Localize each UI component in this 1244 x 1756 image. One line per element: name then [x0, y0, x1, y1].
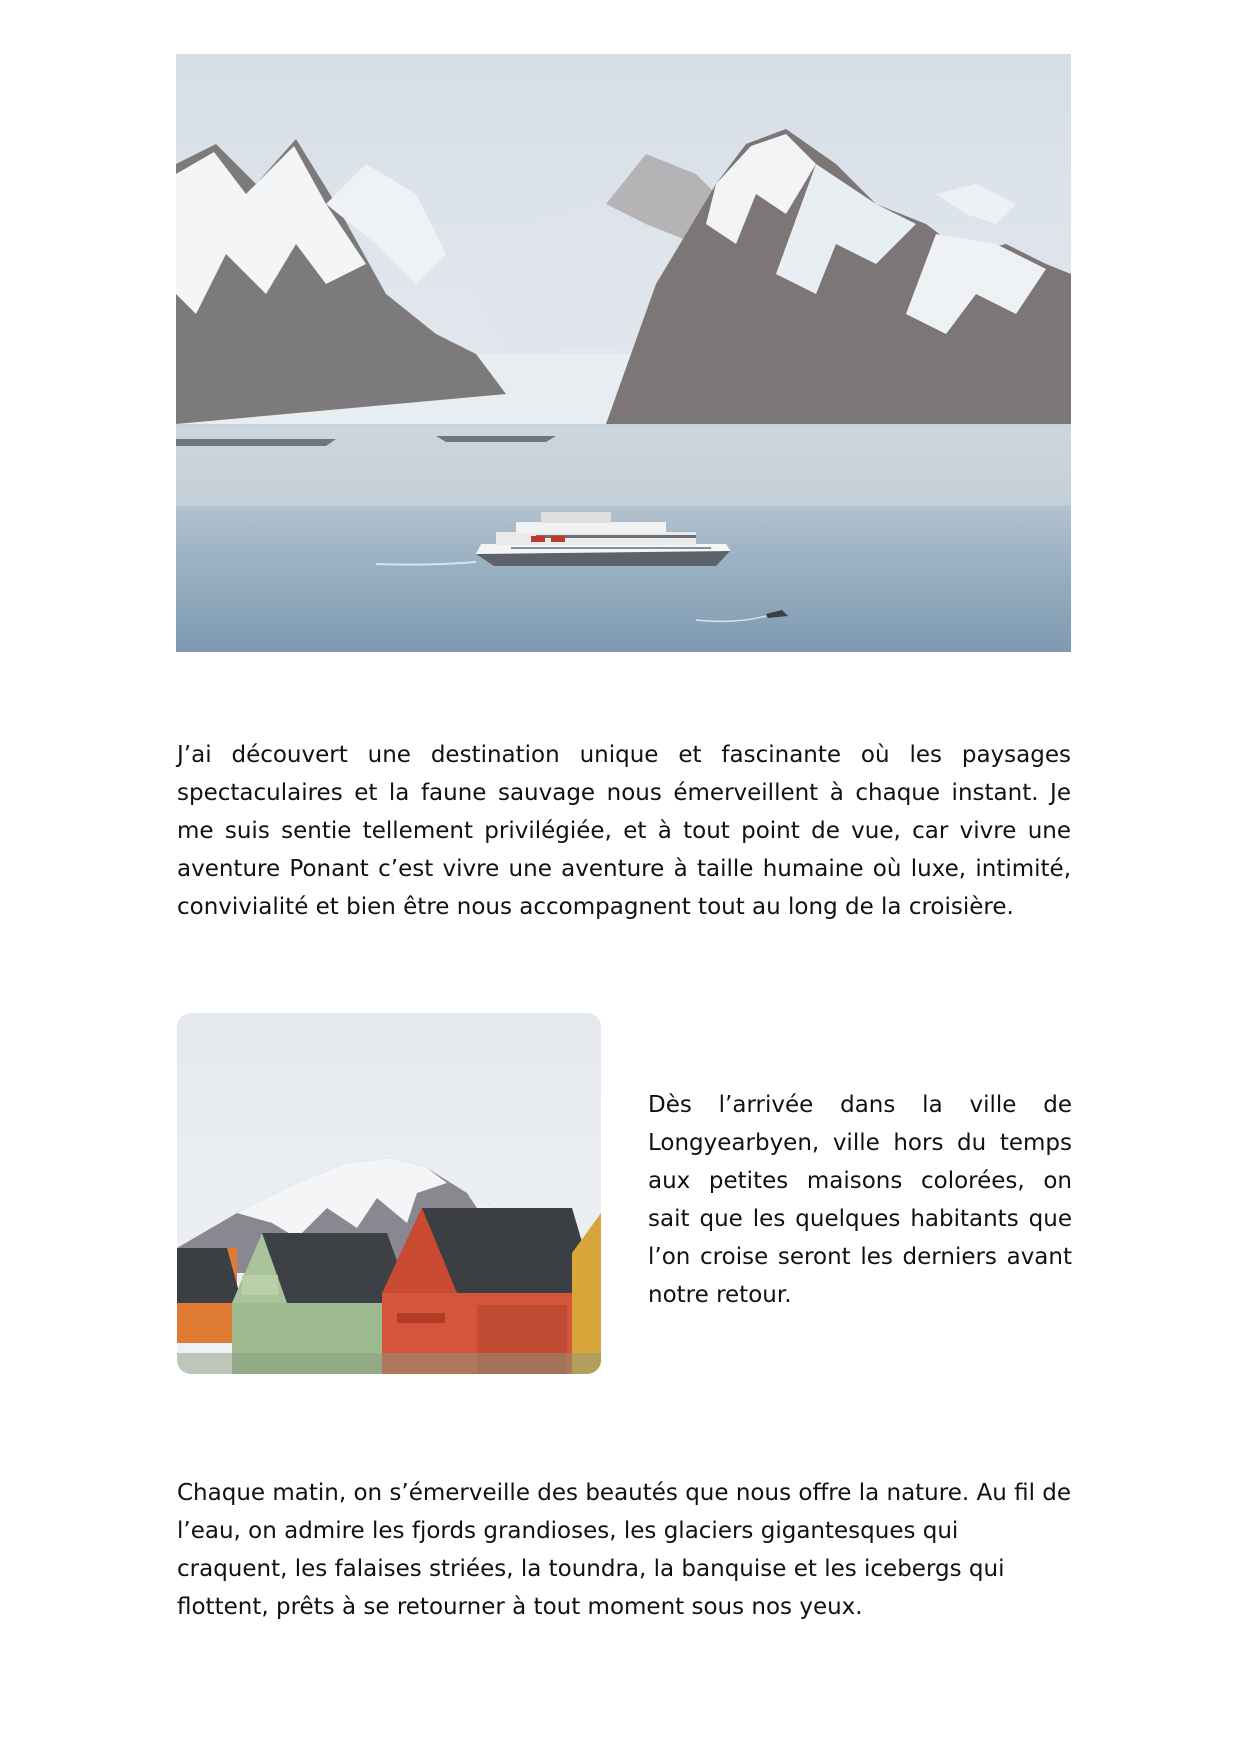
arctic-fjord-cruise-ship-photo-icon [176, 54, 1071, 652]
hero-photo [176, 54, 1071, 652]
nature-paragraph: Chaque matin, on s’émerveille des beautés que nous offre la nature. Au fil de l’eau, on admire les fjords grandioses, les glaciers gigantesques qui craquent, les falaises striées, la toundra, la banquise et les icebergs qui flottent, prêts à se retourner à tout moment sous nos yeux. [177, 1480, 1072, 1620]
colorful-houses-mountain-photo-icon [177, 1013, 601, 1374]
houses-photo [177, 1013, 601, 1374]
intro-paragraph: J’ai découvert une destination unique et fascinante où les paysages spectaculaires et la faune sauvage nous émerveillent à chaque instant. Je me suis sentie tellement privilégiée, et à tout point de vue, car vivre une aventure Ponant c’est vivre une aventure à taille humaine où luxe, intimité, convivialité et bien être nous accompagnent tout au long de la croisière. [177, 742, 1071, 920]
longyearbyen-paragraph: Dès l’arrivée dans la ville de Longyearbyen, ville hors du temps aux petites maisons colorées, on sait que les quelques habitants que l’on croise seront les derniers avant notre retour. [648, 1092, 1072, 1308]
